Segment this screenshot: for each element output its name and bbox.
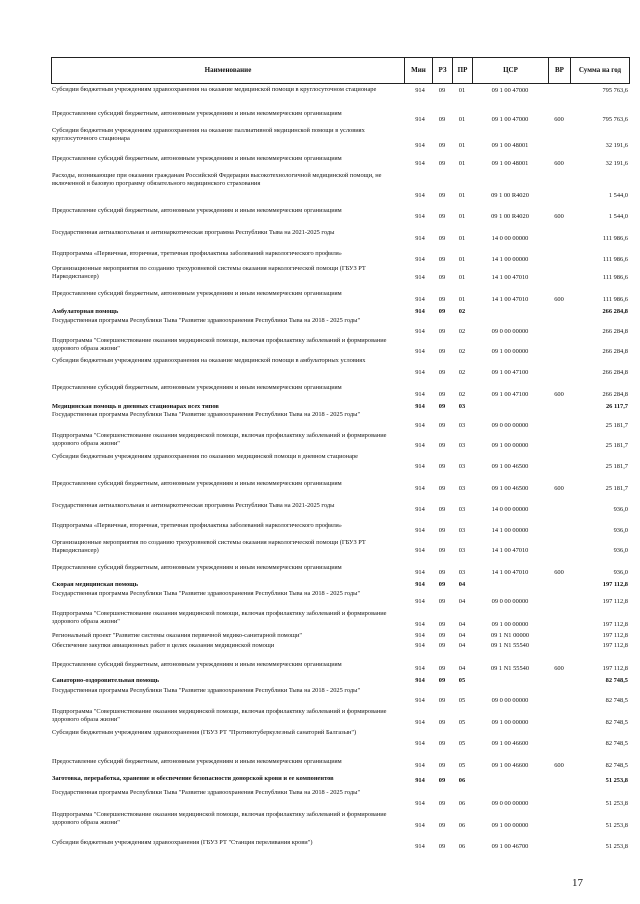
- row-name: Амбулаторная помощь: [52, 308, 119, 315]
- row-rz: 09: [438, 547, 446, 554]
- row-vr: 600: [554, 569, 564, 576]
- header-min: Мин: [411, 66, 426, 74]
- row-pr: 04: [458, 621, 466, 628]
- row-min: 914: [415, 296, 425, 303]
- row-csr: 09 0 00 00000: [491, 697, 529, 704]
- row-rz: 09: [438, 369, 446, 376]
- row-rz: 09: [438, 160, 446, 167]
- row-amount: 266 284,8: [602, 328, 628, 335]
- row-amount: 25 181,7: [605, 442, 628, 449]
- row-pr: 03: [458, 422, 466, 429]
- header-rz: РЗ: [438, 66, 447, 74]
- row-amount: 266 284,8: [602, 348, 628, 355]
- row-rz: 09: [438, 569, 446, 576]
- row-name: Медицинская помощь в дневных стационарах всех типов: [52, 403, 219, 410]
- row-name: Предоставление субсидий бюджетным, автономным учреждениям и иным некоммерческим организациям: [52, 564, 342, 571]
- row-min: 914: [415, 719, 425, 726]
- row-csr: 09 1 00 R4020: [491, 213, 529, 220]
- row-rz: 09: [438, 697, 446, 704]
- header-vr: ВР: [555, 66, 564, 74]
- row-min: 914: [415, 274, 425, 281]
- row-pr: 06: [458, 843, 466, 850]
- row-name: Государственная программа Республики Тыва "Развитие здравоохранения Республики Тыва на 2018 - 2025 годы": [52, 687, 361, 694]
- row-csr: 09 1 00 00000: [491, 442, 529, 449]
- row-rz: 09: [438, 506, 446, 513]
- row-pr: 03: [458, 547, 466, 554]
- row-rz: 09: [438, 87, 446, 94]
- row-min: 914: [415, 581, 425, 588]
- row-pr: 01: [458, 87, 466, 94]
- row-name: Обеспечение закупки авиационных работ в целях оказания медицинской помощи: [52, 642, 275, 649]
- row-rz: 09: [438, 677, 446, 684]
- row-rz: 09: [438, 719, 446, 726]
- page-number: 17: [572, 877, 583, 889]
- row-min: 914: [415, 665, 425, 672]
- row-rz: 09: [438, 822, 446, 829]
- row-rz: 09: [438, 296, 446, 303]
- row-name: Организационные мероприятия по созданию трехуровневой системы оказания наркологической помощи (ГБУЗ РТ Наркодиспансер): [52, 265, 366, 280]
- row-rz: 09: [438, 762, 446, 769]
- row-pr: 04: [458, 665, 466, 672]
- row-amount: 82 748,5: [605, 740, 628, 747]
- row-name: Региональный проект "Развитие системы оказания первичной медико-санитарной помощи": [52, 632, 302, 639]
- row-rz: 09: [438, 442, 446, 449]
- row-pr: 01: [458, 116, 466, 123]
- row-rz: 09: [438, 403, 446, 410]
- row-min: 914: [415, 348, 425, 355]
- row-min: 914: [415, 677, 425, 684]
- row-min: 914: [415, 328, 425, 335]
- row-csr: 09 1 N1 55540: [490, 665, 530, 672]
- row-csr: 09 1 N1 55540: [490, 642, 530, 649]
- row-pr: 01: [458, 256, 466, 263]
- row-pr: 03: [458, 485, 466, 492]
- row-pr: 03: [458, 403, 466, 410]
- row-amount: 51 253,8: [605, 843, 628, 850]
- row-amount: 197 112,8: [602, 665, 628, 672]
- row-csr: 09 0 00 00000: [491, 328, 529, 335]
- row-name: Скорая медицинская помощь: [52, 581, 138, 588]
- row-pr: 06: [458, 822, 466, 829]
- row-rz: 09: [438, 527, 446, 534]
- row-min: 914: [415, 527, 425, 534]
- row-amount: 25 181,7: [605, 485, 628, 492]
- row-amount: 82 748,5: [605, 762, 628, 769]
- row-csr: 09 1 00 00000: [491, 719, 529, 726]
- row-rz: 09: [438, 235, 446, 242]
- row-rz: 09: [438, 740, 446, 747]
- row-rz: 09: [438, 485, 446, 492]
- row-amount: 111 986,6: [602, 256, 628, 263]
- row-rz: 09: [438, 256, 446, 263]
- row-rz: 09: [438, 777, 446, 784]
- row-min: 914: [415, 391, 425, 398]
- row-amount: 197 112,8: [602, 632, 628, 639]
- row-amount: 936,0: [613, 569, 628, 576]
- row-amount: 795 763,6: [602, 87, 628, 94]
- row-pr: 01: [458, 213, 466, 220]
- row-name: Предоставление субсидий бюджетным, автономным учреждениям и иным некоммерческим организациям: [52, 207, 342, 214]
- row-min: 914: [415, 485, 425, 492]
- row-name: Предоставление субсидий бюджетным, автономным учреждениям и иным некоммерческим организациям: [52, 758, 342, 765]
- row-pr: 05: [458, 719, 466, 726]
- row-min: 914: [415, 697, 425, 704]
- row-name: Предоставление субсидий бюджетным, автономным учреждениям и иным некоммерческим организациям: [52, 384, 342, 391]
- row-pr: 03: [458, 506, 466, 513]
- row-name: Государственная программа Республики Тыва "Развитие здравоохранения Республики Тыва на 2018 - 2025 годы": [52, 411, 361, 418]
- row-rz: 09: [438, 328, 446, 335]
- row-vr: 600: [554, 296, 564, 303]
- row-amount: 51 253,8: [605, 822, 628, 829]
- row-pr: 06: [458, 777, 466, 784]
- row-amount: 936,0: [613, 506, 628, 513]
- row-rz: 09: [438, 274, 446, 281]
- row-min: 914: [415, 463, 425, 470]
- row-name: Предоставление субсидий бюджетным, автономным учреждениям и иным некоммерческим организациям: [52, 110, 342, 117]
- row-pr: 04: [458, 632, 466, 639]
- row-rz: 09: [438, 598, 446, 605]
- row-vr: 600: [554, 213, 564, 220]
- row-pr: 02: [458, 308, 466, 315]
- row-pr: 06: [458, 800, 466, 807]
- row-min: 914: [415, 235, 425, 242]
- header-pr: ПР: [457, 66, 468, 74]
- row-amount: 111 986,6: [602, 296, 628, 303]
- row-rz: 09: [438, 621, 446, 628]
- row-csr: 09 1 00 46600: [491, 762, 529, 769]
- row-vr: 600: [554, 160, 564, 167]
- row-pr: 03: [458, 463, 466, 470]
- row-min: 914: [415, 632, 425, 639]
- row-csr: 09 1 00 R4020: [491, 192, 529, 199]
- row-pr: 04: [458, 598, 466, 605]
- row-name: Субсидии бюджетным учреждениям здравоохранения на оказание медицинской помощи в амбулаторных условиях: [52, 357, 366, 364]
- row-min: 914: [415, 777, 425, 784]
- row-amount: 1 544,0: [608, 213, 628, 220]
- row-amount: 1 544,0: [608, 192, 628, 199]
- row-name: Заготовка, переработка, хранение и обеспечение безопасности донорской крови и ее компонентов: [52, 775, 334, 782]
- header-csr: ЦСР: [503, 66, 518, 74]
- row-name: Подпрограмма "Совершенствование оказания медицинской помощи, включая профилактику заболеваний и формирование здорового образа жизни": [52, 708, 387, 723]
- row-name: Субсидии бюджетным учреждениям здравоохранения на оказание паллиативной медицинской помощи в условиях круглосуточного стационара: [52, 127, 365, 142]
- row-amount: 266 284,8: [602, 308, 628, 315]
- row-csr: 09 1 00 47100: [491, 391, 529, 398]
- row-name: Предоставление субсидий бюджетным, автономным учреждениям и иным некоммерческим организациям: [52, 290, 342, 297]
- row-pr: 01: [458, 235, 466, 242]
- row-rz: 09: [438, 192, 446, 199]
- row-csr: 09 0 00 00000: [491, 800, 529, 807]
- row-name: Субсидии бюджетным учреждениям здравоохранения по оказанию медицинской помощи в дневном стационаре: [52, 453, 358, 460]
- row-amount: 25 181,7: [605, 463, 628, 470]
- row-rz: 09: [438, 308, 446, 315]
- row-name: Предоставление субсидий бюджетным, автономным учреждениям и иным некоммерческим организациям: [52, 661, 342, 668]
- row-amount: 936,0: [613, 527, 628, 534]
- row-min: 914: [415, 192, 425, 199]
- row-amount: 197 112,8: [602, 598, 628, 605]
- row-min: 914: [415, 762, 425, 769]
- row-name: Субсидии бюджетным учреждениям здравоохранения (ГБУЗ РТ "Противотуберкулезный санаторий Балгазын"): [52, 729, 357, 736]
- row-amount: 197 112,8: [602, 642, 628, 649]
- row-amount: 266 284,8: [602, 369, 628, 376]
- row-name: Государственная программа Республики Тыва "Развитие здравоохранения Республики Тыва на 2018 - 2025 годы": [52, 590, 361, 597]
- row-amount: 32 191,6: [605, 142, 628, 149]
- row-amount: 25 181,7: [605, 422, 628, 429]
- row-pr: 01: [458, 142, 466, 149]
- row-pr: 03: [458, 527, 466, 534]
- row-name: Субсидии бюджетным учреждениям здравоохранения (ГБУЗ РТ "Станция переливания крови"): [52, 839, 313, 846]
- row-pr: 05: [458, 677, 466, 684]
- row-amount: 26 117,7: [605, 403, 628, 410]
- row-csr: 09 1 00 00000: [491, 348, 529, 355]
- row-amount: 51 253,8: [605, 777, 628, 784]
- row-csr: 09 1 00 46500: [491, 485, 529, 492]
- row-pr: 05: [458, 697, 466, 704]
- row-csr: 09 1 00 47000: [491, 116, 529, 123]
- row-rz: 09: [438, 581, 446, 588]
- row-min: 914: [415, 800, 425, 807]
- row-name: Субсидии бюджетным учреждениям здравоохранения на оказание медицинской помощи в круглосуточном стационаре: [52, 86, 377, 93]
- row-pr: 05: [458, 740, 466, 747]
- row-min: 914: [415, 621, 425, 628]
- row-csr: 14 0 00 00000: [491, 235, 529, 242]
- row-csr: 09 1 00 47100: [491, 369, 529, 376]
- row-rz: 09: [438, 843, 446, 850]
- row-rz: 09: [438, 463, 446, 470]
- row-name: Государственная программа Республики Тыва "Развитие здравоохранения Республики Тыва на 2018 - 2025 годы": [52, 317, 361, 324]
- row-csr: 14 1 00 47010: [491, 274, 529, 281]
- row-pr: 04: [458, 581, 466, 588]
- header-amount: Сумма на год: [578, 66, 622, 74]
- header-name: Наименование: [204, 66, 252, 74]
- row-amount: 51 253,8: [605, 800, 628, 807]
- row-rz: 09: [438, 642, 446, 649]
- row-min: 914: [415, 403, 425, 410]
- row-rz: 09: [438, 142, 446, 149]
- row-min: 914: [415, 506, 425, 513]
- row-min: 914: [415, 843, 425, 850]
- row-csr: 14 1 00 00000: [491, 527, 529, 534]
- row-amount: 795 763,6: [602, 116, 628, 123]
- row-amount: 936,0: [613, 547, 628, 554]
- row-pr: 04: [458, 642, 466, 649]
- row-pr: 02: [458, 391, 466, 398]
- row-min: 914: [415, 598, 425, 605]
- row-pr: 05: [458, 762, 466, 769]
- row-pr: 01: [458, 296, 466, 303]
- row-min: 914: [415, 569, 425, 576]
- row-csr: 09 1 00 48001: [491, 142, 529, 149]
- row-rz: 09: [438, 665, 446, 672]
- row-rz: 09: [438, 213, 446, 220]
- row-name: Подпрограмма "Совершенствование оказания медицинской помощи, включая профилактику заболеваний и формирование здорового образа жизни": [52, 432, 387, 447]
- row-pr: 02: [458, 348, 466, 355]
- row-name: Подпрограмма «Первичная, вторичная, третичная профилактика заболеваний наркологического профиля»: [52, 250, 342, 257]
- row-csr: 14 1 00 47010: [491, 296, 529, 303]
- row-vr: 600: [554, 485, 564, 492]
- row-name: Предоставление субсидий бюджетным, автономным учреждениям и иным некоммерческим организациям: [52, 155, 342, 162]
- row-pr: 02: [458, 328, 466, 335]
- row-csr: 14 1 00 47010: [491, 547, 529, 554]
- row-min: 914: [415, 256, 425, 263]
- row-vr: 600: [554, 116, 564, 123]
- row-amount: 82 748,5: [605, 677, 628, 684]
- row-rz: 09: [438, 632, 446, 639]
- row-min: 914: [415, 547, 425, 554]
- row-name: Подпрограмма "Совершенствование оказания медицинской помощи, включая профилактику заболеваний и формирование здорового образа жизни": [52, 811, 387, 826]
- row-csr: 14 0 00 00000: [491, 506, 529, 513]
- row-pr: 03: [458, 442, 466, 449]
- row-csr: 09 1 00 48001: [491, 160, 529, 167]
- row-min: 914: [415, 822, 425, 829]
- row-name: Государственная антиалкогольная и антинаркотическая программа Республики Тыва на 2021-2025 годы: [52, 502, 335, 509]
- row-name: Подпрограмма "Совершенствование оказания медицинской помощи, включая профилактику заболеваний и формирование здорового образа жизни": [52, 337, 387, 352]
- row-pr: 02: [458, 369, 466, 376]
- row-name: Государственная антиалкогольная и антинаркотическая программа Республики Тыва на 2021-2025 годы: [52, 229, 335, 236]
- row-rz: 09: [438, 391, 446, 398]
- row-name: Государственная программа Республики Тыва "Развитие здравоохранения Республики Тыва на 2018 - 2025 годы": [52, 789, 361, 796]
- row-vr: 600: [554, 762, 564, 769]
- row-csr: 09 1 00 00000: [491, 621, 529, 628]
- row-vr: 600: [554, 391, 564, 398]
- row-csr: 14 1 00 47010: [491, 569, 529, 576]
- row-min: 914: [415, 160, 425, 167]
- row-pr: 01: [458, 274, 466, 281]
- row-csr: 09 1 N1 00000: [490, 632, 530, 639]
- row-rz: 09: [438, 422, 446, 429]
- row-name: Санаторно-оздоровительная помощь: [52, 677, 159, 684]
- row-csr: 09 1 00 46600: [491, 740, 529, 747]
- row-amount: 197 112,8: [602, 581, 628, 588]
- row-vr: 600: [554, 665, 564, 672]
- row-min: 914: [415, 369, 425, 376]
- row-name: Подпрограмма "Совершенствование оказания медицинской помощи, включая профилактику заболеваний и формирование здорового образа жизни": [52, 610, 387, 625]
- row-amount: 82 748,5: [605, 719, 628, 726]
- row-csr: 14 1 00 00000: [491, 256, 529, 263]
- row-pr: 01: [458, 160, 466, 167]
- row-min: 914: [415, 740, 425, 747]
- row-amount: 111 986,6: [602, 274, 628, 281]
- row-min: 914: [415, 87, 425, 94]
- row-amount: 266 284,8: [602, 391, 628, 398]
- row-rz: 09: [438, 116, 446, 123]
- row-min: 914: [415, 308, 425, 315]
- row-rz: 09: [438, 348, 446, 355]
- row-csr: 09 1 00 46500: [491, 463, 529, 470]
- row-name: Расходы, возникающие при оказании гражданам Российской Федерации высокотехнологичной медицинской помощи, не включенной в базовую программу обязательного медицинского страхования: [52, 172, 382, 187]
- row-rz: 09: [438, 800, 446, 807]
- row-min: 914: [415, 422, 425, 429]
- row-csr: 09 1 00 46700: [491, 843, 529, 850]
- row-min: 914: [415, 642, 425, 649]
- row-name: Предоставление субсидий бюджетным, автономным учреждениям и иным некоммерческим организациям: [52, 480, 342, 487]
- row-name: Подпрограмма «Первичная, вторичная, третичная профилактика заболеваний наркологического профиля»: [52, 522, 342, 529]
- row-csr: 09 1 00 00000: [491, 822, 529, 829]
- row-csr: 09 0 00 00000: [491, 598, 529, 605]
- row-amount: 111 986,6: [602, 235, 628, 242]
- row-min: 914: [415, 213, 425, 220]
- row-pr: 03: [458, 569, 466, 576]
- row-csr: 09 1 00 47000: [491, 87, 529, 94]
- row-amount: 32 191,6: [605, 160, 628, 167]
- row-name: Организационные мероприятия по созданию трехуровневой системы оказания наркологической помощи (ГБУЗ РТ Наркодиспансер): [52, 539, 366, 554]
- row-csr: 09 0 00 00000: [491, 422, 529, 429]
- row-amount: 197 112,8: [602, 621, 628, 628]
- row-min: 914: [415, 116, 425, 123]
- row-min: 914: [415, 442, 425, 449]
- row-min: 914: [415, 142, 425, 149]
- row-amount: 82 748,5: [605, 697, 628, 704]
- row-pr: 01: [458, 192, 466, 199]
